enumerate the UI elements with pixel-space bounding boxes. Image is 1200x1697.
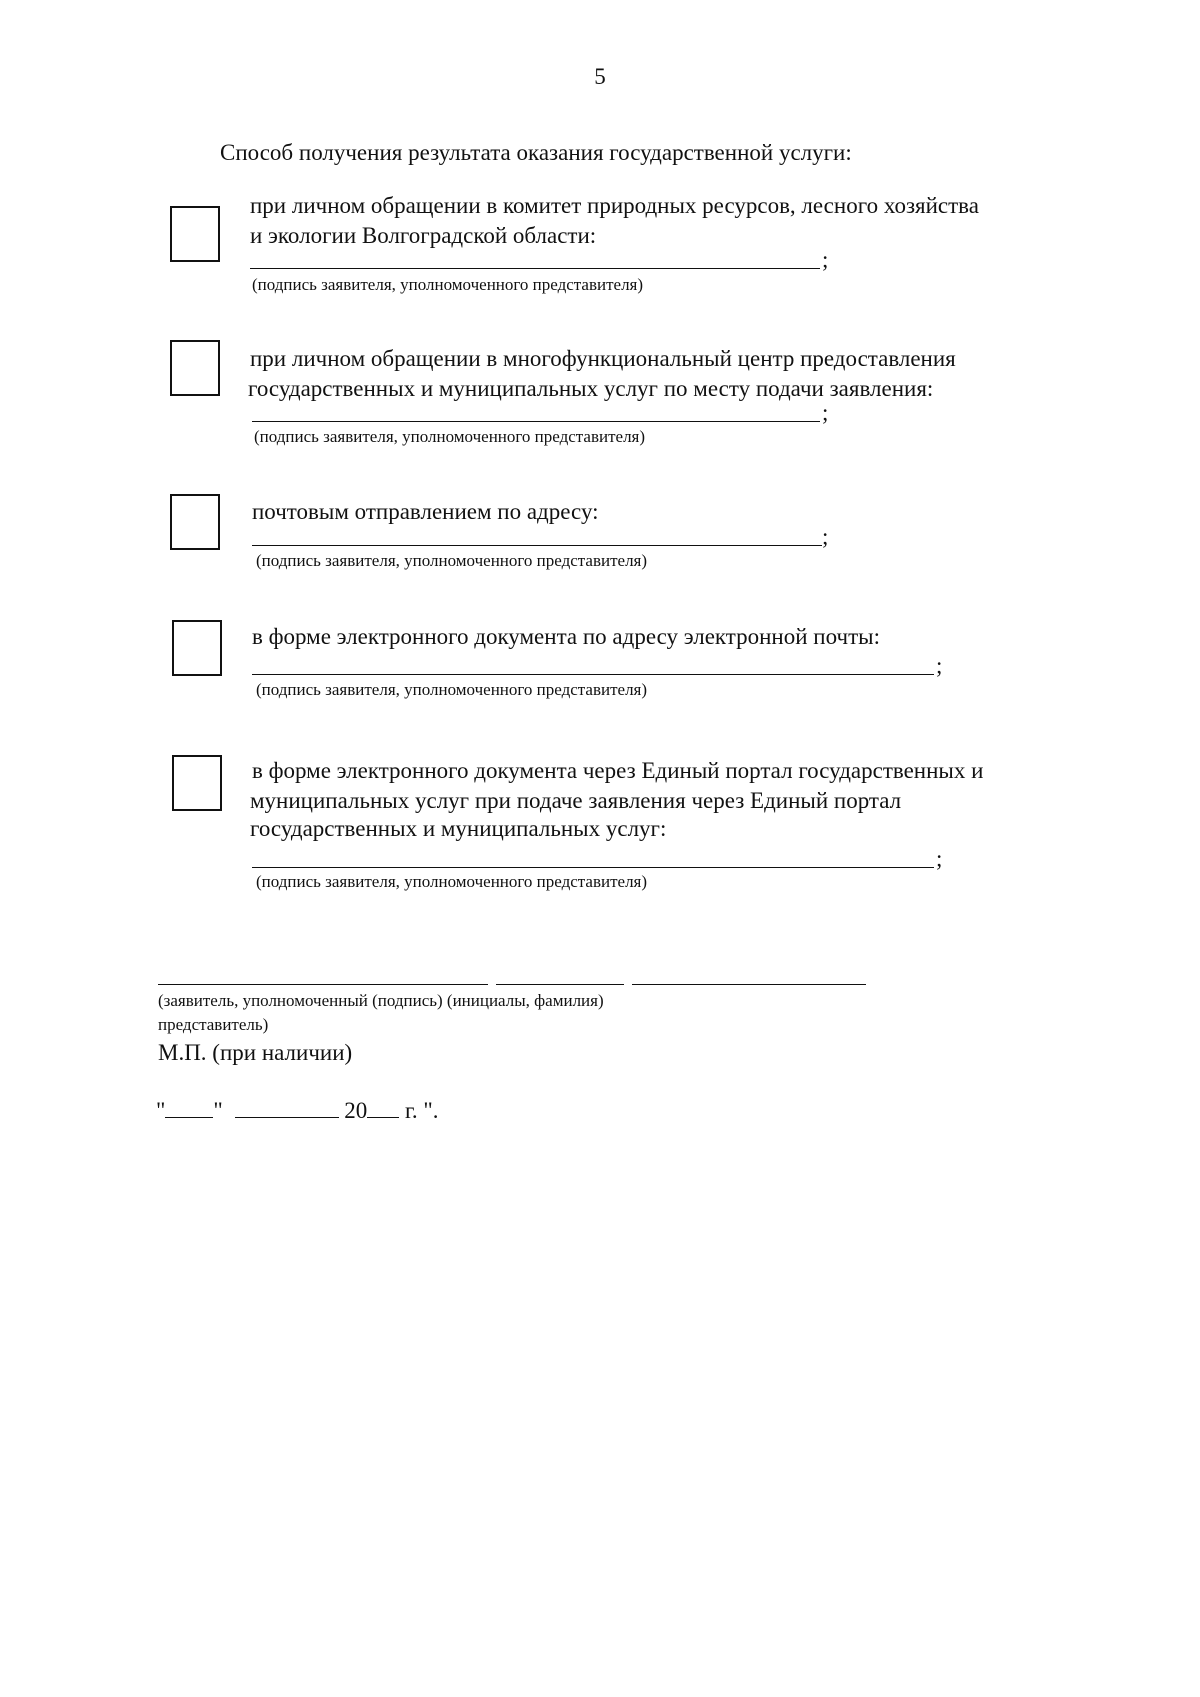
checkbox-post[interactable] [170, 494, 220, 550]
signature-line[interactable] [496, 984, 624, 985]
option-text-line: в форме электронного документа по адресу электронной почты: [252, 624, 880, 649]
date-quote: " [156, 1098, 166, 1123]
stamp-label: М.П. (при наличии) [158, 1040, 353, 1065]
line-terminator: ; [936, 846, 943, 871]
line-terminator: ; [822, 524, 829, 549]
line-terminator: ; [936, 653, 943, 678]
year-blank[interactable] [367, 1097, 399, 1118]
checkbox-email[interactable] [172, 620, 222, 676]
signature-line[interactable] [252, 674, 934, 675]
month-blank[interactable] [235, 1097, 339, 1118]
option-text-line: в форме электронного документа через Единый портал государственных и [252, 758, 984, 783]
line-terminator: ; [822, 400, 829, 425]
option-text-line: государственных и муниципальных услуг по месту подачи заявления: [248, 376, 934, 401]
line-terminator: ; [822, 247, 829, 272]
footer-caption: представитель) [158, 1015, 269, 1034]
checkbox-mfc[interactable] [170, 340, 220, 396]
signature-caption: (подпись заявителя, уполномоченного представителя) [256, 680, 648, 699]
signature-line[interactable] [252, 867, 934, 868]
checkbox-portal[interactable] [172, 755, 222, 811]
footer-caption: (заявитель, уполномоченный (подпись) (инициалы, фамилия) [158, 991, 604, 1010]
signature-caption: (подпись заявителя, уполномоченного представителя) [256, 551, 648, 570]
option-text-line: при личном обращении в комитет природных ресурсов, лесного хозяйства [250, 193, 979, 218]
day-blank[interactable] [165, 1097, 213, 1118]
name-line[interactable] [632, 984, 866, 985]
year-prefix: 20 [344, 1098, 368, 1123]
applicant-line[interactable] [158, 984, 488, 985]
option-text-line: при личном обращении в многофункциональный центр предоставления [250, 346, 956, 371]
checkbox-committee[interactable] [170, 206, 220, 262]
signature-line[interactable] [252, 421, 820, 422]
date-row [156, 1097, 439, 1124]
option-text-line: муниципальных услуг при подаче заявления через Единый портал [250, 788, 902, 813]
signature-caption: (подпись заявителя, уполномоченного представителя) [252, 275, 644, 294]
signature-caption: (подпись заявителя, уполномоченного представителя) [256, 872, 648, 891]
date-quote: " [213, 1098, 223, 1123]
option-text-line: государственных и муниципальных услуг: [250, 816, 667, 841]
option-text-line: почтовым отправлением по адресу: [252, 499, 599, 524]
section-heading: Способ получения результата оказания государственной услуги: [220, 140, 852, 165]
signature-line[interactable] [250, 268, 820, 269]
signature-caption: (подпись заявителя, уполномоченного представителя) [254, 427, 646, 446]
option-text-line: и экологии Волгоградской области: [250, 223, 597, 248]
date-suffix: г. ". [405, 1098, 439, 1123]
signature-line[interactable] [252, 545, 822, 546]
page-number: 5 [594, 64, 606, 89]
